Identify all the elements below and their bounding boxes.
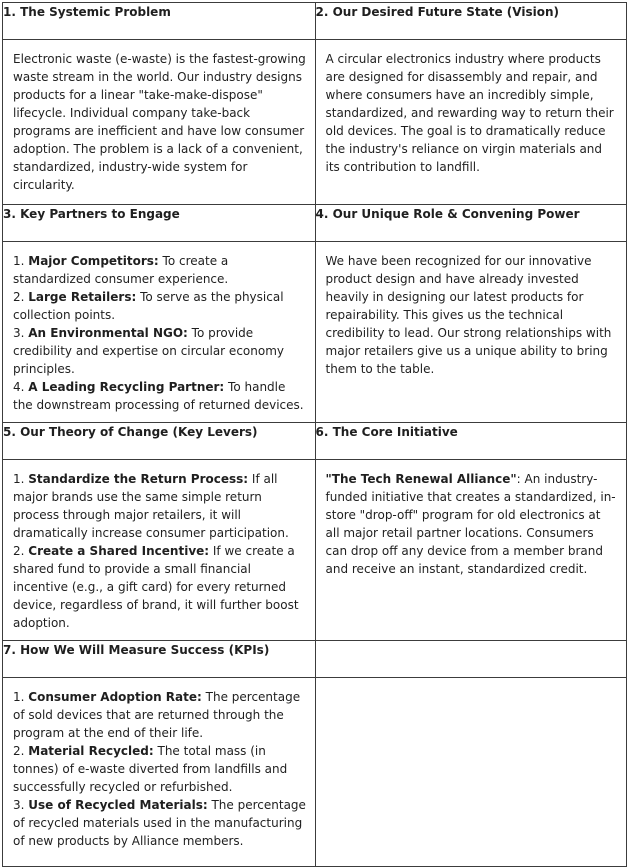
role-cell <box>315 242 627 423</box>
list-item: 3. An Environmental NGO: To provide credibility and expertise on circular economy principles. <box>13 326 284 376</box>
list-item: 3. Use of Recycled Materials: The percentage of recycled materials used in the manufacturing of new products by Alliance members. <box>13 798 306 848</box>
list-item: 2. Large Retailers: To serve as the physical collection points. <box>13 290 284 322</box>
item-label: Major Competitors: <box>28 254 159 268</box>
header-row-3 <box>3 423 627 460</box>
theory-list <box>3 460 315 640</box>
body-row-3 <box>3 460 627 641</box>
item-label: An Environmental NGO: <box>28 326 188 340</box>
body-row-1 <box>3 40 627 205</box>
kpis-list <box>3 678 315 866</box>
strategy-canvas-table <box>2 2 627 867</box>
problem-cell <box>3 40 316 205</box>
vision-cell <box>315 40 627 205</box>
item-label: Use of Recycled Materials: <box>28 798 208 812</box>
list-item: 1. Consumer Adoption Rate: The percentage of sold devices that are returned through the program at the end of their life. <box>13 690 301 740</box>
item-label: Large Retailers: <box>28 290 137 304</box>
initiative-heading: 6. The Core Initiative <box>315 423 627 460</box>
vision-text: A circular electronics industry where products are designed for disassembly and repair, and where consumers have an incredibly simple, standardized, and rewarding way to return their old devices. The goal is to dramatically reduce the industry's reliance on virgin materials and its contribution to landfill. <box>325 52 614 174</box>
partners-cell <box>3 242 316 423</box>
list-item: 1. Major Competitors: To create a standardized consumer experience. <box>13 254 229 286</box>
body-row-4 <box>3 678 627 867</box>
kpis-cell <box>3 678 316 867</box>
initiative-name: "The Tech Renewal Alliance" <box>325 472 517 486</box>
list-item: 4. A Leading Recycling Partner: To handle the downstream processing of returned devices. <box>13 380 304 412</box>
partners-heading: 3. Key Partners to Engage <box>3 205 316 242</box>
problem-text: Electronic waste (e-waste) is the fastest-growing waste stream in the world. Our industry designs products for a linear "take-make-dispose" lifecycle. Individual company take-back programs are inefficient and have low consumer adoption. The problem is a lack of a convenient, standardized, industry-wide system for circularity. <box>13 52 306 192</box>
item-label: Standardize the Return Process: <box>28 472 249 486</box>
list-item: 2. Create a Shared Incentive: If we create a shared fund to provide a small financial incentive (e.g., a gift card) for every returned device, regardless of brand, it will further boost adoption. <box>13 544 299 630</box>
item-label: Consumer Adoption Rate: <box>28 690 202 704</box>
empty-body-cell <box>315 678 627 867</box>
list-item: 2. Material Recycled: The total mass (in tonnes) of e-waste diverted from landfills and successfully recycled or refurbished. <box>13 744 288 794</box>
header-row-1 <box>3 3 627 40</box>
role-heading: 4. Our Unique Role & Convening Power <box>315 205 627 242</box>
body-row-2 <box>3 242 627 423</box>
partners-list <box>3 242 315 422</box>
initiative-text <box>316 460 627 640</box>
item-label: A Leading Recycling Partner: <box>28 380 225 394</box>
role-text: We have been recognized for our innovative product design and have already invested heavily in designing our latest products for repairability. This gives us the technical credibility to lead. Our strong relationships with major retailers give us a unique ability to bring them to the table. <box>325 254 612 376</box>
initiative-cell <box>315 460 627 641</box>
problem-heading: 1. The Systemic Problem <box>3 3 316 40</box>
item-label: Create a Shared Incentive: <box>28 544 210 558</box>
empty-heading-cell <box>315 641 627 678</box>
header-row-2 <box>3 205 627 242</box>
list-item: 1. Standardize the Return Process: If all major brands use the same simple return process through major retailers, it will dramatically increase consumer participation. <box>13 472 289 540</box>
item-label: Material Recycled: <box>28 744 154 758</box>
kpis-heading: 7. How We Will Measure Success (KPIs) <box>3 641 316 678</box>
theory-cell <box>3 460 316 641</box>
initiative-description: : An industry-funded initiative that creates a standardized, in-store "drop-off" program for old electronics at all major retail partner locations. Consumers can drop off any device from a member brand and receive an instant, standardized credit. <box>325 472 616 576</box>
header-row-4 <box>3 641 627 678</box>
theory-heading: 5. Our Theory of Change (Key Levers) <box>3 423 316 460</box>
vision-heading: 2. Our Desired Future State (Vision) <box>315 3 627 40</box>
